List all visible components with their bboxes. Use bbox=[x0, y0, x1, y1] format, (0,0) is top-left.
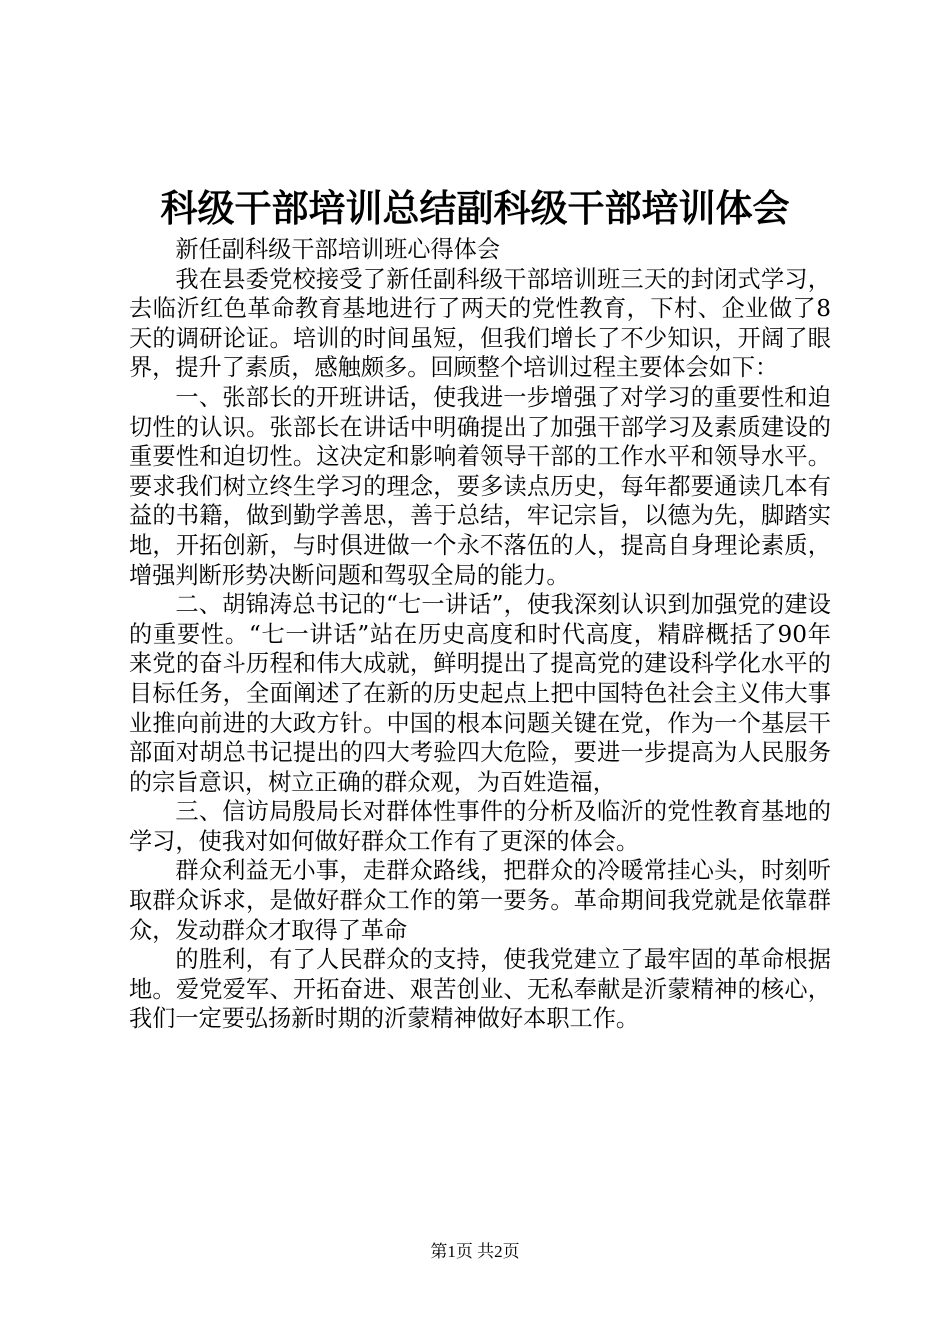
document-title: 科级干部培训总结副科级干部培训体会 bbox=[160, 186, 790, 230]
paragraph-masses: 群众利益无小事，走群众路线，把群众的冷暖常挂心头，时刻听取群众诉求，是做好群众工作的第一要务。革命期间我党就是依靠群众，发动群众才取得了革命 bbox=[129, 857, 831, 944]
paragraph-conclusion: 的胜利，有了人民群众的支持，使我党建立了最牢固的革命根据地。爱党爱军、开拓奋进、艰苦创业、无私奉献是沂蒙精神的核心，我们一定要弘扬新时期的沂蒙精神做好本职工作。 bbox=[129, 946, 831, 1033]
paragraph-point-three: 三、信访局殷局长对群体性事件的分析及临沂的党性教育基地的学习，使我对如何做好群众工作有了更深的体会。 bbox=[129, 798, 831, 855]
paragraph-point-two: 二、胡锦涛总书记的“七一讲话”，使我深刻认识到加强党的建设的重要性。“七一讲话”站在历史高度和时代高度，精辟概括了90年来党的奋斗历程和伟大成就，鲜明提出了提高党的建设科学化水平的目标任务，全面阐述了在新的历史起点上把中国特色社会主义伟大事业推向前进的大政方针。中国的根本问题关键在党，作为一个基层干部面对胡总书记提出的四大考验四大危险，要进一步提高为人民服务的宗旨意识，树立正确的群众观，为百姓造福， bbox=[129, 591, 831, 796]
page-number-footer: 第1页 共2页 bbox=[430, 1242, 520, 1261]
paragraph-subtitle: 新任副科级干部培训班心得体会 bbox=[175, 236, 501, 263]
document-body bbox=[129, 235, 831, 1034]
paragraph-point-one: 一、张部长的开班讲话，使我进一步增强了对学习的重要性和迫切性的认识。张部长在讲话中明确提出了加强干部学习及素质建设的重要性和迫切性。这决定和影响着领导干部的工作水平和领导水平。要求我们树立终生学习的理念，要多读点历史，每年都要通读几本有益的书籍，做到勤学善思，善于总结，牢记宗旨，以德为先，脚踏实地，开拓创新，与时俱进做一个永不落伍的人，提高自身理论素质，增强判断形势决断问题和驾驭全局的能力。 bbox=[129, 383, 831, 589]
paragraph-intro: 我在县委党校接受了新任副科级干部培训班三天的封闭式学习，去临沂红色革命教育基地进行了两天的党性教育，下村、企业做了8天的调研论证。培训的时间虽短，但我们增长了不少知识，开阔了眼界，提升了素质，感触颇多。回顾整个培训过程主要体会如下： bbox=[129, 265, 831, 382]
